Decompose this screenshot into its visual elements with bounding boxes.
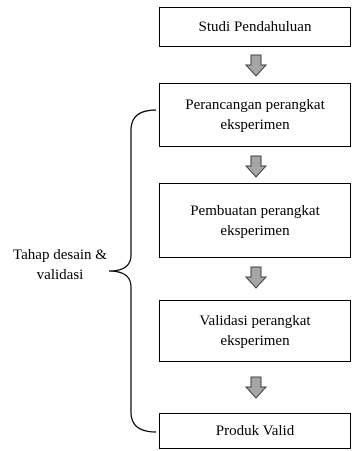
step-label: Pembuatan perangkat eksperimen <box>190 202 320 239</box>
down-arrow-icon <box>244 54 268 78</box>
group-label: Tahap desain & validasi <box>13 247 107 283</box>
step-validasi-perangkat <box>159 300 351 362</box>
down-arrow-icon <box>244 155 268 179</box>
step-label: Perancangan perangkat eksperimen <box>185 97 325 133</box>
step-label: Validasi perangkat eksperimen <box>199 313 311 349</box>
step-perancangan-perangkat <box>159 83 351 147</box>
step-studi-pendahuluan <box>159 7 351 47</box>
step-produk-valid <box>159 413 351 449</box>
step-pembuatan-perangkat <box>159 183 351 258</box>
down-arrow-icon <box>244 266 268 290</box>
down-arrow-icon <box>244 376 268 400</box>
step-label: Produk Valid <box>215 423 295 439</box>
step-label: Studi Pendahuluan <box>198 19 312 35</box>
